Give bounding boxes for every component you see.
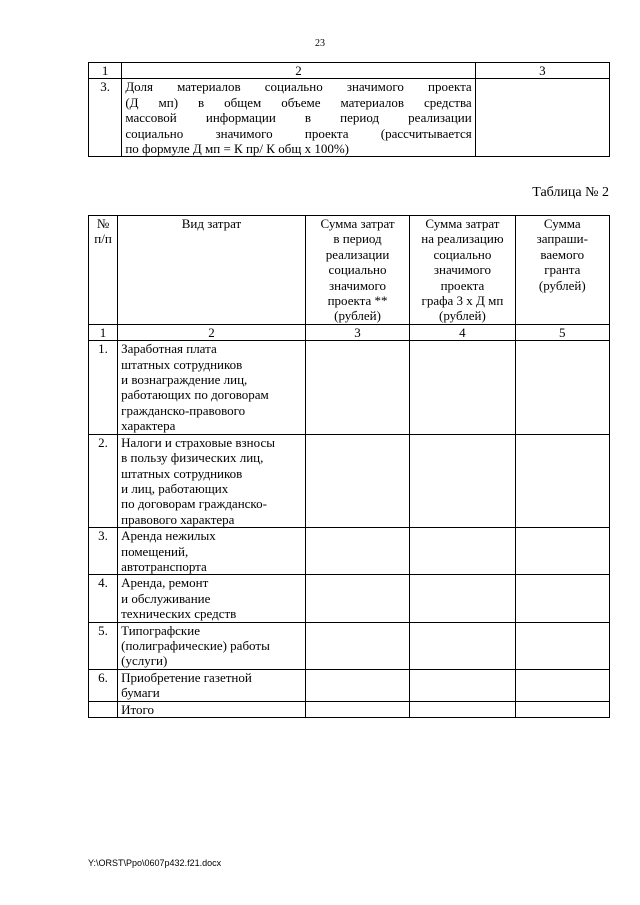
row-expense-name [118, 341, 306, 434]
header-line: проекта [440, 277, 485, 293]
header-line: графа 3 х Д мп [421, 293, 504, 309]
expense-name-line: бумаги [121, 685, 160, 701]
row-value-cell [410, 528, 515, 575]
row-value-cell [515, 575, 609, 622]
row-number [89, 701, 118, 717]
table-row [89, 575, 610, 622]
expense-name-line: штатных сотрудников [121, 356, 243, 372]
row-expense-name [118, 434, 306, 527]
expense-name-line: Аренда нежилых [121, 528, 216, 544]
column-number: 3 [305, 324, 409, 340]
header-line: гранта [544, 262, 581, 278]
table2-body [89, 341, 610, 718]
expense-name-line: гражданско-правового [121, 402, 246, 418]
row-value-cell [410, 575, 515, 622]
table1-row-value [475, 79, 609, 157]
table-row [89, 341, 610, 434]
row-value-cell [515, 341, 609, 434]
row-value-cell [410, 622, 515, 669]
expense-name-line: в пользу физических лиц, [121, 450, 264, 466]
row-expense-name [118, 528, 306, 575]
expense-name-line: правового характера [121, 511, 235, 527]
row-value-cell [410, 669, 515, 701]
table-row [89, 701, 610, 717]
header-line: (рублей) [538, 277, 586, 293]
header-grant-sum [515, 216, 609, 325]
header-line: (рублей) [334, 308, 381, 324]
column-number: 1 [89, 324, 118, 340]
expense-name-line: помещений, [121, 543, 189, 559]
expense-name-line: Типографские [121, 622, 200, 638]
row-value-cell [515, 622, 609, 669]
header-number [89, 216, 118, 325]
table-row [89, 434, 610, 527]
row-number: 2. [89, 434, 118, 527]
header-line: на реализацию [421, 231, 504, 247]
row-value-cell [305, 701, 409, 717]
row-value-cell [305, 622, 409, 669]
expense-name-line: и лиц, работающих [121, 480, 229, 496]
header-line: проекта ** [327, 293, 388, 309]
expense-name-line: Заработная плата [121, 341, 217, 357]
row-value-cell [305, 575, 409, 622]
row-number: 6. [89, 669, 118, 701]
header-line: запраши- [536, 231, 588, 247]
header-line: в период [333, 231, 382, 247]
table2-caption: Таблица № 2 [532, 185, 609, 200]
table1-text-line: Доля материалов социально значимого проекта [125, 79, 472, 95]
header-expense-type [118, 216, 306, 325]
expense-name-line: Приобретение газетной [121, 669, 252, 685]
expense-name-line: Аренда, ремонт [121, 575, 209, 591]
expense-name-line: технических средств [121, 606, 237, 622]
expense-name-line: по договорам гражданско- [121, 496, 267, 512]
header-line: (рублей) [439, 308, 486, 324]
expense-name-line: характера [121, 418, 176, 434]
row-value-cell [515, 701, 609, 717]
expense-name-line: и обслуживание [121, 590, 211, 606]
file-path-footer: Y:\ORST\Ppo\0607p432.f21.docx [88, 858, 222, 868]
header-line: ваемого [540, 246, 585, 262]
row-number: 1. [89, 341, 118, 434]
row-expense-name [118, 701, 306, 717]
header-line: п/п [94, 231, 112, 247]
table1-text-line: (Д мп) в общем объеме материалов средства [125, 94, 472, 110]
row-value-cell [410, 341, 515, 434]
header-line: социально [328, 262, 387, 278]
header-line: Сумма затрат [320, 216, 395, 231]
header-sum-period [305, 216, 409, 325]
table1-row-number: 3. [89, 79, 122, 157]
header-line: реализации [325, 246, 390, 262]
table1-text-line: по формуле Д мп = К пр/ К общ х 100%) [125, 141, 349, 157]
expense-name-line: (полиграфические) работы [121, 637, 270, 653]
table-row [89, 528, 610, 575]
table2-column-numbers [89, 324, 610, 340]
row-value-cell [515, 528, 609, 575]
row-value-cell [305, 434, 409, 527]
table1-row-text [122, 79, 475, 157]
expense-name-line: автотранспорта [121, 558, 207, 574]
column-number: 2 [118, 324, 306, 340]
header-sum-realization [410, 216, 515, 325]
expense-name-line: и вознаграждение лиц, [121, 372, 248, 388]
row-number: 3. [89, 528, 118, 575]
page-number: 23 [315, 38, 325, 49]
row-value-cell [410, 434, 515, 527]
table1-header-col2: 2 [122, 63, 475, 79]
row-value-cell [515, 434, 609, 527]
expense-name-line: штатных сотрудников [121, 465, 243, 481]
table1-header-col1: 1 [89, 63, 122, 79]
table1-header-col3: 3 [475, 63, 609, 79]
table-expenses [88, 215, 610, 718]
column-number: 5 [515, 324, 609, 340]
expense-name-line: (услуги) [121, 653, 168, 669]
table-row [89, 669, 610, 701]
header-line: значимого [433, 262, 491, 278]
row-expense-name [118, 575, 306, 622]
expense-name-line: работающих по договорам [121, 387, 269, 403]
row-number: 5. [89, 622, 118, 669]
header-line: Сумма [543, 216, 581, 231]
table1-text-line: социально значимого проекта (рассчитывается [125, 125, 472, 141]
expense-name-line: Итого [121, 701, 155, 717]
row-value-cell [305, 528, 409, 575]
table-indicators [88, 62, 610, 157]
table1-row [89, 79, 610, 157]
row-number: 4. [89, 575, 118, 622]
row-value-cell [515, 669, 609, 701]
row-value-cell [410, 701, 515, 717]
header-line: № [96, 216, 110, 231]
table-row [89, 622, 610, 669]
row-expense-name [118, 669, 306, 701]
column-number: 4 [410, 324, 515, 340]
row-value-cell [305, 341, 409, 434]
row-value-cell [305, 669, 409, 701]
expense-name-line: Налоги и страховые взносы [121, 434, 275, 450]
header-line: Вид затрат [181, 216, 242, 231]
table2-header-row [89, 216, 610, 325]
header-line: значимого [328, 277, 387, 293]
header-line: социально [433, 246, 492, 262]
row-expense-name [118, 622, 306, 669]
table1-text-line: массовой информации в период реализации [125, 110, 472, 126]
header-line: Сумма затрат [425, 216, 500, 231]
table1-header-row [89, 63, 610, 79]
